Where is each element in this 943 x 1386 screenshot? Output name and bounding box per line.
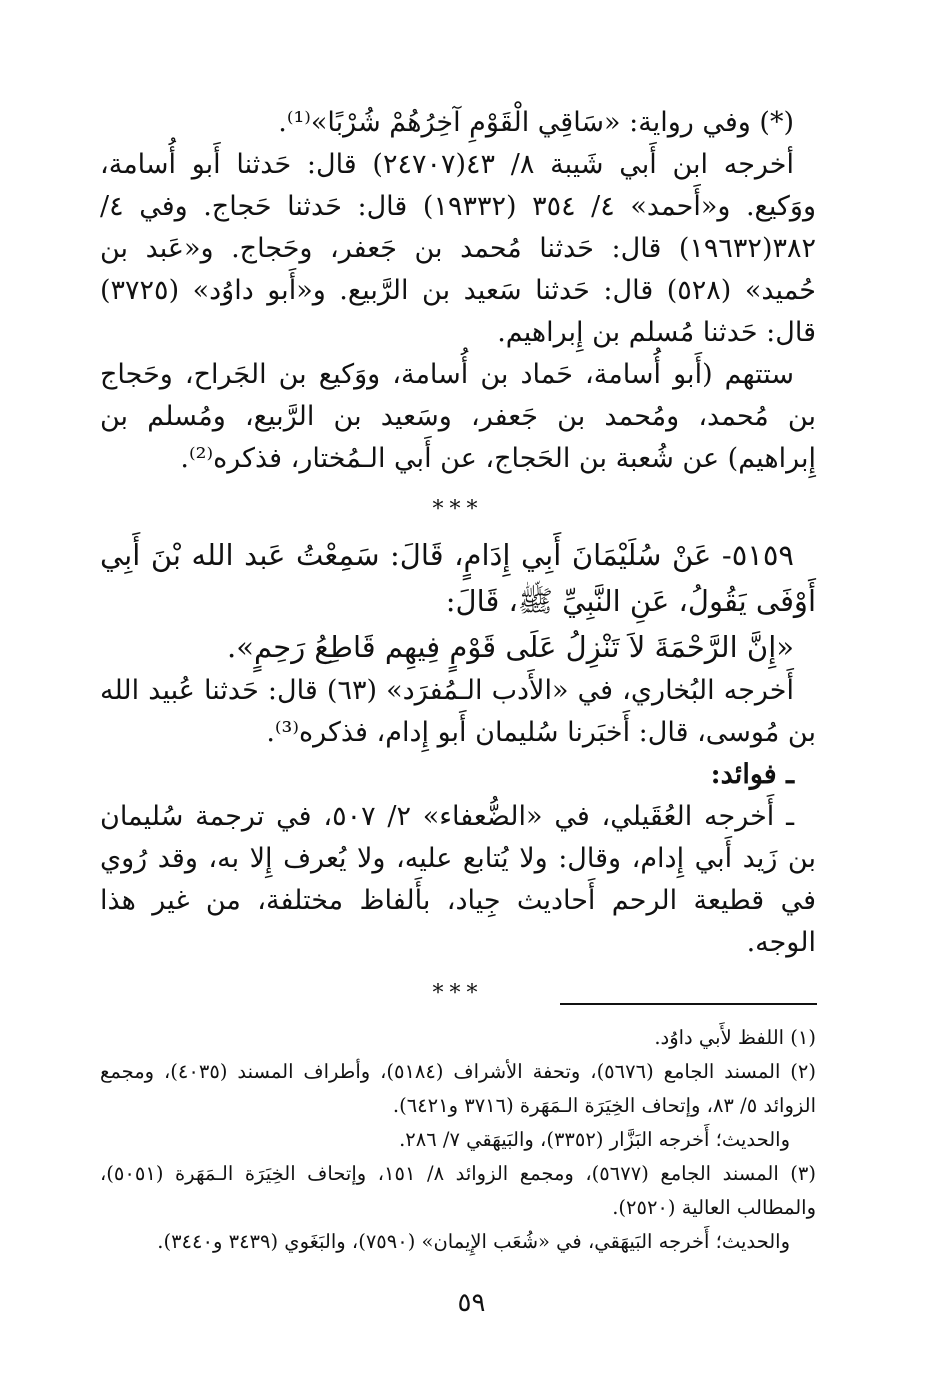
section-separator-end: *** — [432, 981, 484, 1006]
footnote-1: (١) اللفظ لأَبي داوُد. — [654, 1026, 816, 1049]
footnote-3-continuation: والحديث؛ أَخرجه البَيهَقي، في «شُعَب الإِيمان» (٧٥٩٠)، والبَغَوي (٣٤٣٩ و٣٤٤٠). — [157, 1230, 790, 1253]
footnotes — [100, 1021, 816, 1259]
main-text — [100, 102, 816, 1016]
page-number: ٥٩ — [457, 1288, 486, 1318]
fawaid-heading: ـ فوائد: — [710, 759, 794, 790]
chain-summary-paragraph: ستتهم (أَبو أُسامة، حَماد بن أُسامة، ووَكيع بن الجَراح، وحَجاج بن مُحمد، ومُحمد بن جَعفر، وسَعيد بن الرَّبيع، ومُسلم بن إِبراهيم) عن شُعبة بن الحَجاج، عن أَبي الـمُختار، فذكره⁽²⁾. — [100, 359, 816, 474]
footnote-2-continuation: والحديث؛ أَخرجه البَزَّار (٣٣٥٢)، والبَيهَقي ٧/ ٢٨٦. — [399, 1128, 790, 1151]
section-separator: *** — [432, 497, 484, 522]
takhrij-paragraph: أخرجه ابن أَبي شَيبة ٨/ ٤٣(٢٤٧٠٧) قال: حَدثنا أَبو أُسامة، ووَكيع. و«أَحمد» ٤/ ٣٥٤ (١٩٣٣٢) قال: حَدثنا حَجاج. وفي ٤/ ٣٨٢(١٩٦٣٢) قال: حَدثنا مُحمد بن جَعفر، وحَجاج. و«عَبد بن حُميد» (٥٢٨) قال: حَدثنا سَعيد بن الرَّبيع. و«أَبو داوُد» (٣٧٢٥) قال: حَدثنا مُسلم بن إِبراهيم. — [100, 149, 816, 348]
narration-variant: (*) وفي رواية: «سَاقِي الْقَوْمِ آخِرُهُمْ شُرْبًا»⁽¹⁾. — [278, 107, 794, 138]
hadith-takhrij: أَخرجه البُخاري، في «الأَدب الـمُفرَد» (٦٣) قال: حَدثنا عُبيد الله بن مُوسى، قال: أَخبَرنا سُليمان أَبو إِدام، فذكره⁽³⁾. — [100, 675, 816, 748]
hadith-matn: «إِنَّ الرَّحْمَةَ لاَ تَنْزِلُ عَلَى قَوْمٍ فِيهِم قَاطِعُ رَحِمٍ». — [227, 630, 794, 664]
footnote-divider — [560, 1003, 817, 1005]
footnote-2: (٢) المسند الجامع (٥٦٧٦)، وتحفة الأشراف (٥١٨٤)، وأطراف المسند (٤٠٣٥)، ومجمع الزوائد ٥/ ٨٣، وإتحاف الخِيَرَة الـمَهَرة (٣٧١٦ و٦٤٢١). — [100, 1060, 816, 1117]
footnote-3: (٣) المسند الجامع (٥٦٧٧)، ومجمع الزوائد ٨/ ١٥١، وإتحاف الخِيَرَة الـمَهَرة (٥٠٥١)، والمطالب العالية (٢٥٢٠). — [100, 1162, 816, 1219]
hadith-isnad: ٥١٥٩- عَنْ سُلَيْمَانَ أَبِي إِدَامٍ، قَالَ: سَمِعْتُ عَبد الله بْنَ أَبِي أَوْفَى يَقُولُ، عَنِ النَّبِيِّ ﷺ، قَالَ: — [100, 538, 816, 618]
fawaid-text: ـ أَخرجه العُقَيلي، في «الضُّعفاء» ٢/ ٥٠٧، في ترجمة سُليمان بن زَيد أَبي إِدام، وقال: ولا يُتابع عليه، ولا يُعرف إِلا به، وقد رُوي في قطيعة الرحم أَحاديث جِياد، بأَلفاظ مختلفة، من غير هذا الوجه. — [100, 801, 816, 958]
